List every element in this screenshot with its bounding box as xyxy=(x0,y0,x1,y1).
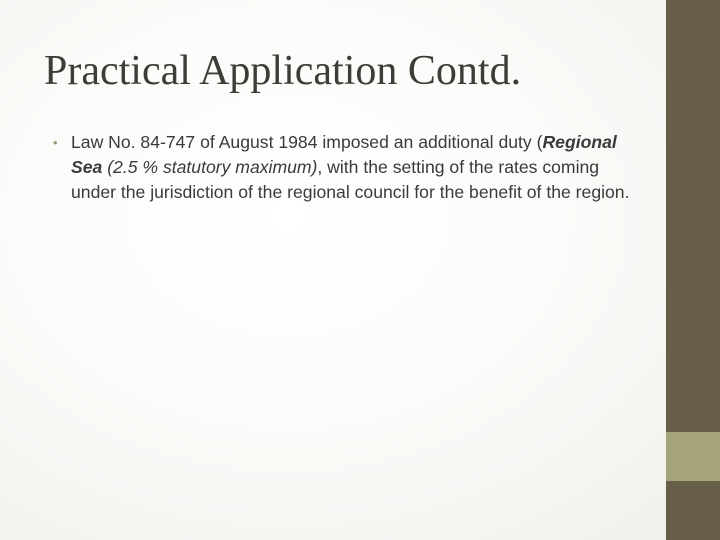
bullet-list xyxy=(53,130,643,205)
slide-title: Practical Application Contd. xyxy=(44,48,522,94)
side-bar-bottom-block xyxy=(666,481,720,540)
bullet-text-part1: Law No. 84-747 of August 1984 imposed an additional duty ( xyxy=(71,132,543,152)
side-bar-top-block xyxy=(666,0,720,432)
statutory-maximum-note: (2.5 % statutory maximum) xyxy=(107,157,318,177)
side-bar-accent-block xyxy=(666,432,720,481)
bullet-dot-icon: • xyxy=(53,135,58,150)
bullet-text-part3: , with the setting of the rates coming under the jurisdiction of the regional council for the benefit of the region. xyxy=(71,157,630,202)
decorative-side-bar xyxy=(666,0,720,540)
regional-sea-term: Regional Sea xyxy=(71,132,617,177)
bullet-item xyxy=(53,130,643,205)
